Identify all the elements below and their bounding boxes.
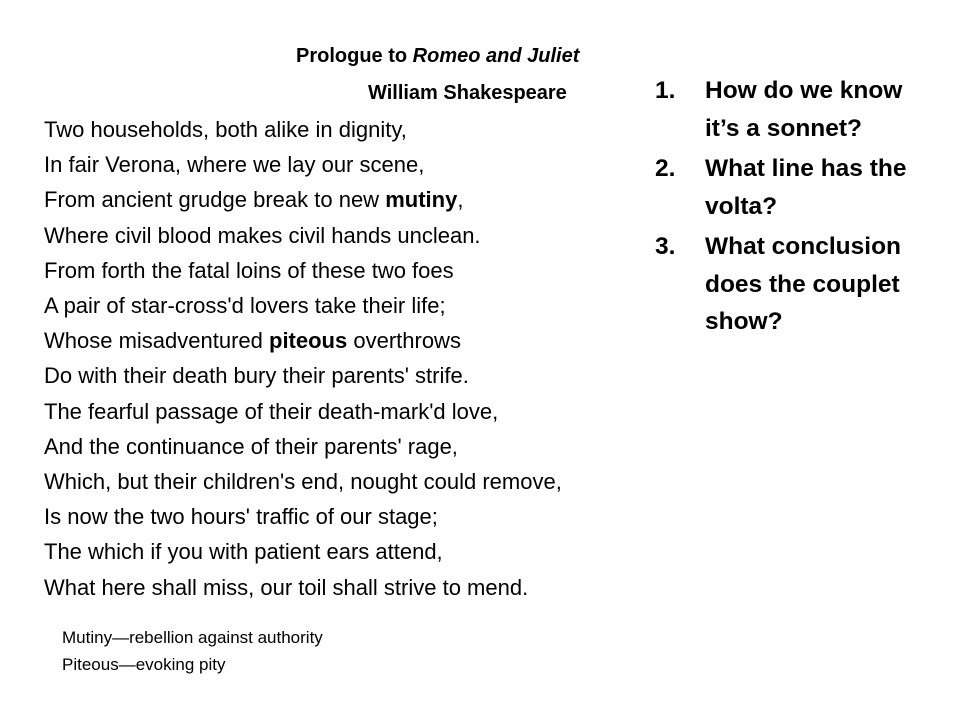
poem-line-text: From ancient grudge break to new bbox=[44, 187, 386, 213]
poem-line-text: Where civil blood makes civil hands unclean. bbox=[44, 222, 481, 248]
question-item bbox=[655, 72, 910, 147]
poem-author: William Shakespeare bbox=[368, 82, 567, 104]
poem-line-text: Which, but their children's end, nought could remove, bbox=[44, 469, 562, 495]
poem-line-text: , bbox=[457, 187, 464, 213]
vocabulary-word: mutiny bbox=[385, 187, 458, 213]
poem-text bbox=[44, 112, 562, 605]
poem-line bbox=[44, 323, 562, 358]
poem-line-text: And the continuance of their parents' rage, bbox=[44, 433, 458, 459]
poem-line-text: A pair of star-cross'd lovers take their life; bbox=[44, 293, 446, 319]
poem-line-text: The which if you with patient ears attend, bbox=[44, 539, 443, 565]
poem-line bbox=[44, 288, 562, 323]
question-number: 2. bbox=[655, 155, 676, 182]
question-item bbox=[655, 150, 910, 225]
title-prefix: Prologue to bbox=[296, 45, 413, 67]
poem-line bbox=[44, 358, 562, 393]
question-number: 1. bbox=[655, 77, 676, 104]
vocabulary-word: piteous bbox=[269, 328, 348, 354]
question-item bbox=[655, 228, 910, 341]
question-list bbox=[655, 72, 910, 344]
poem-line bbox=[44, 534, 562, 569]
poem-line bbox=[44, 570, 562, 605]
poem-line-text: Whose misadventured bbox=[44, 328, 269, 354]
poem-line bbox=[44, 253, 562, 288]
poem-line-text: Do with their death bury their parents' strife. bbox=[44, 363, 469, 389]
poem-line-text: Two households, both alike in dignity, bbox=[44, 117, 407, 142]
poem-line bbox=[44, 394, 562, 429]
poem-title bbox=[296, 44, 579, 68]
glossary-entry: Piteous—evoking pity bbox=[62, 655, 226, 674]
poem-line-text: Is now the two hours' traffic of our stage; bbox=[44, 504, 438, 530]
poem-line bbox=[44, 429, 562, 464]
poem-line bbox=[44, 464, 562, 499]
poem-line bbox=[44, 218, 562, 253]
title-work: Romeo and Juliet bbox=[412, 45, 580, 67]
poem-line bbox=[44, 147, 562, 182]
poem-line bbox=[44, 112, 562, 147]
poem-line-text: From forth the fatal loins of these two foes bbox=[44, 257, 454, 283]
vocabulary-glossary bbox=[62, 624, 323, 678]
poem-line bbox=[44, 182, 562, 217]
question-text: What line has the volta? bbox=[705, 155, 907, 220]
question-text: How do we know it’s a sonnet? bbox=[705, 77, 903, 142]
poem-line-text: In fair Verona, where we lay our scene, bbox=[44, 152, 425, 178]
glossary-entry: Mutiny—rebellion against authority bbox=[62, 628, 323, 647]
poem-line-text: overthrows bbox=[347, 328, 461, 354]
question-number: 3. bbox=[655, 233, 676, 260]
poem-line-text: The fearful passage of their death-mark'd love, bbox=[44, 398, 499, 424]
question-text: What conclusion does the couplet show? bbox=[705, 233, 901, 335]
poem-line-text: What here shall miss, our toil shall strive to mend. bbox=[44, 574, 529, 600]
poem-line bbox=[44, 499, 562, 534]
